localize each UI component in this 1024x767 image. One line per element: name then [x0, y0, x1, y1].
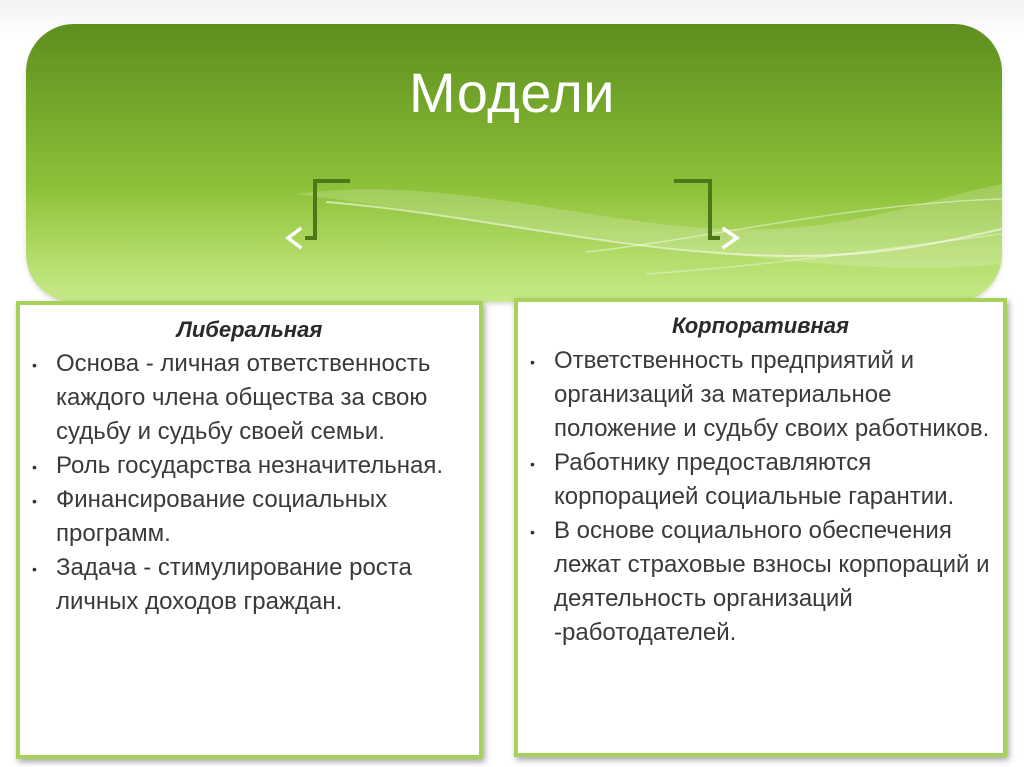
- bullet-icon: •: [530, 524, 535, 540]
- corporate-model-list: [528, 344, 998, 650]
- list-item: [528, 514, 998, 650]
- list-item-text: В основе социального обеспечения лежат страховые взносы корпораций и деятельность организаций -работодателей.: [554, 517, 990, 646]
- list-item-text: Задача - стимулирование роста личных доходов граждан.: [56, 554, 412, 615]
- list-item-text: Основа - личная ответственность каждого члена общества за свою судьбу и судьбу своей семьи.: [56, 350, 431, 445]
- list-item: [30, 449, 470, 483]
- right-bracket-arrow-icon: [676, 181, 737, 247]
- liberal-model-list: [30, 347, 470, 619]
- slide-title: Модели: [408, 61, 616, 124]
- list-item: [30, 551, 470, 619]
- bullet-icon: •: [530, 456, 535, 472]
- bullet-icon: •: [32, 561, 37, 577]
- list-item: [30, 483, 470, 551]
- list-item: [528, 344, 998, 446]
- list-item: [30, 347, 470, 449]
- bullet-icon: •: [32, 493, 37, 509]
- liberal-model-box: [16, 301, 483, 759]
- corporate-model-heading: Корпоративная: [672, 313, 849, 338]
- bullet-icon: •: [530, 354, 535, 370]
- list-item-text: Ответственность предприятий и организаций за материальное положение и судьбу своих работников.: [554, 347, 990, 442]
- bullet-icon: •: [32, 357, 37, 373]
- list-item-text: Роль государства незначительная.: [56, 452, 444, 479]
- corporate-model-box: [514, 298, 1007, 757]
- bullet-icon: •: [32, 459, 37, 475]
- list-item-text: Работнику предоставляются корпорацией социальные гарантии.: [554, 449, 955, 510]
- list-item-text: Финансирование социальных программ.: [56, 486, 388, 547]
- connector-arrows: [0, 0, 1024, 300]
- list-item: [528, 446, 998, 514]
- liberal-model-heading: Либеральная: [176, 317, 323, 342]
- left-bracket-arrow-icon: [288, 181, 348, 247]
